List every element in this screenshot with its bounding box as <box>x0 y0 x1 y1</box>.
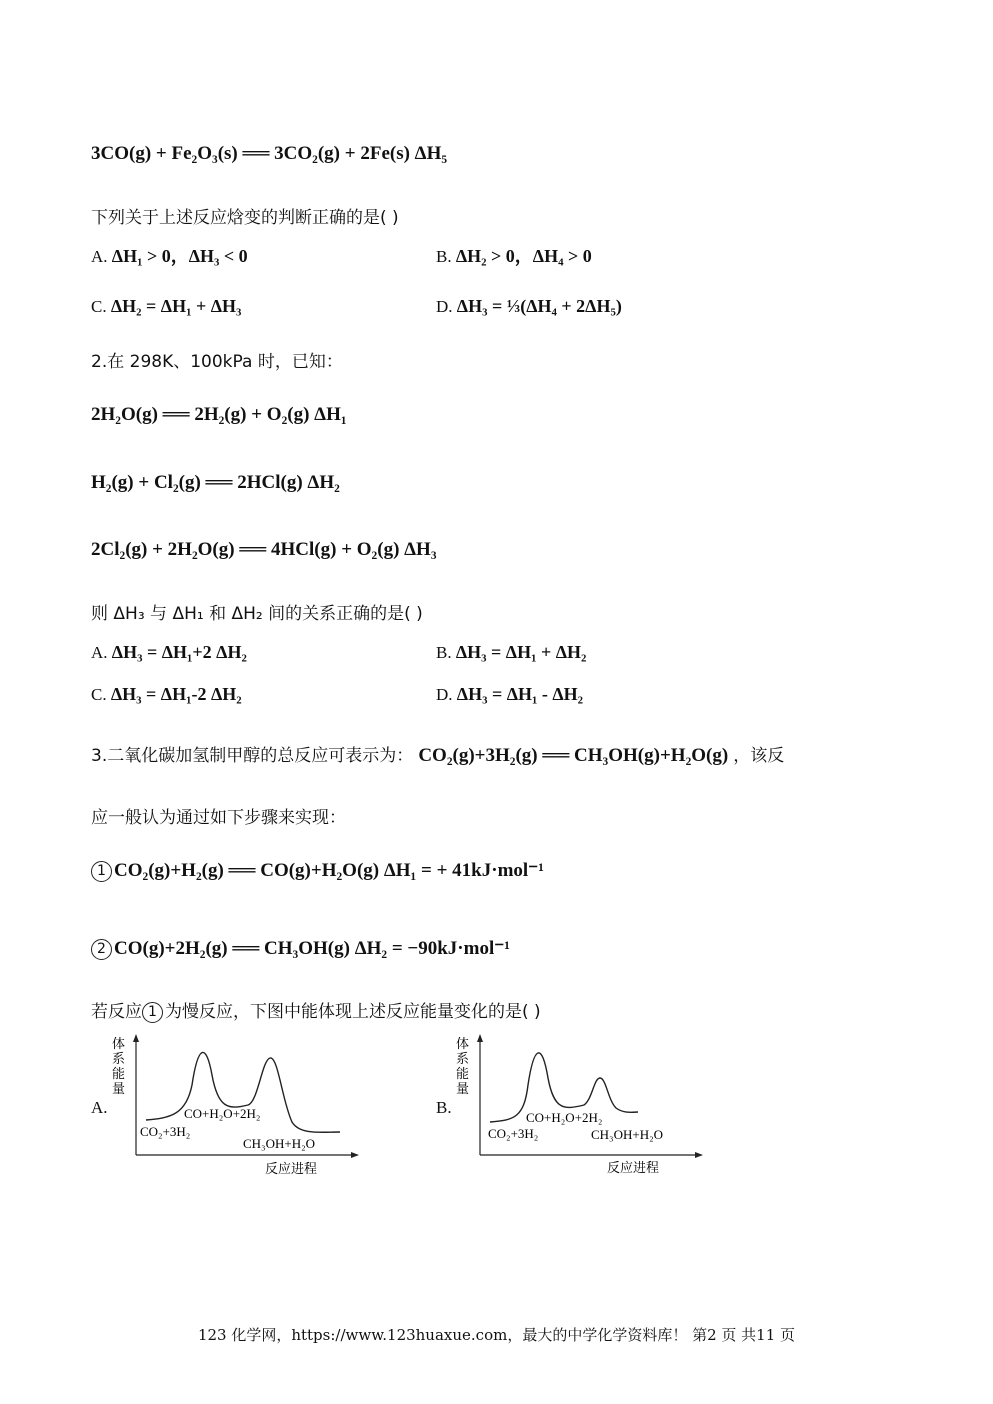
option-letter: C. <box>91 685 107 704</box>
y-axis-label-char: 体 <box>456 1037 470 1052</box>
x-axis-label: 反应进程 <box>265 1162 318 1177</box>
option-letter: D. <box>436 685 453 704</box>
reactants-label: CO₂+3H₂ <box>140 1124 191 1139</box>
q2-option-d <box>436 684 583 705</box>
question-2-question: 则 ΔH₃ 与 ΔH₁ 和 ΔH₂ 间的关系正确的是( ) <box>91 604 423 624</box>
question-prefix: 若反应 <box>91 1002 142 1022</box>
stem-suffix: ，该反 <box>733 746 785 766</box>
equation-q2-3: 2Cl₂(g) + 2H₂O(g) ══ 4HCl(g) + O₂(g) ΔH₃ <box>91 539 437 560</box>
y-axis-arrow <box>133 1034 139 1042</box>
y-axis-label-char: 能 <box>112 1067 126 1082</box>
y-axis-label-char: 量 <box>112 1082 126 1097</box>
q1-option-a <box>91 242 248 268</box>
reactants-label: CO₂+3H₂ <box>488 1126 539 1141</box>
y-axis-label-char: 体 <box>112 1037 126 1052</box>
option-letter: B. <box>436 247 452 266</box>
option-expr: ΔH₃ = ΔH₁+2 ΔH₂ <box>111 642 247 662</box>
y-axis-label-char: 系 <box>456 1052 470 1067</box>
option-letter: A. <box>91 247 108 266</box>
energy-diagram-a <box>100 1030 360 1180</box>
stem-equation: CO₂(g)+3H₂(g) ══ CH₃OH(g)+H₂O(g) <box>418 745 729 766</box>
equation-5: 3CO(g) + Fe₂O₃(s) ══ 3CO₂(g) + 2Fe(s) ΔH₅ <box>91 143 448 164</box>
option-letter: A. <box>91 643 108 662</box>
figure-a-letter: A. <box>91 1098 108 1117</box>
reaction-number-circle: 1 <box>142 1002 163 1023</box>
x-axis-label: 反应进程 <box>607 1161 660 1176</box>
option-expr: ΔH₃ = ⅓(ΔH₄ + 2ΔH₅) <box>456 296 622 316</box>
q1-option-c <box>91 296 241 317</box>
step-number-circle: 1 <box>91 861 112 882</box>
y-axis-label <box>456 1036 469 1097</box>
question-3-stem <box>91 741 784 767</box>
q2-option-b <box>436 642 586 663</box>
option-letter: D. <box>436 297 453 316</box>
equation-q2-1: 2H₂O(g) ══ 2H₂(g) + O₂(g) ΔH₁ <box>91 404 347 425</box>
page-footer: 123 化学网，https://www.123huaxue.com，最大的中学化学资料库！ 第2 页 共11 页 <box>197 1326 796 1344</box>
option-letter: C. <box>91 297 107 316</box>
stem-prefix: 3.二氧化碳加氢制甲醇的总反应可表示为： <box>91 746 414 766</box>
option-expr: ΔH₂ > 0，ΔH₄ > 0 <box>455 246 592 266</box>
question-3-stem-line2: 应一般认为通过如下步骤来实现： <box>91 808 346 828</box>
x-axis-arrow <box>695 1152 703 1158</box>
products-label: CH₃OH+H₂O <box>591 1127 664 1142</box>
option-expr: ΔH₂ = ΔH₁ + ΔH₃ <box>110 296 242 316</box>
question-suffix: 为慢反应，下图中能体现上述反应能量变化的是( ) <box>165 1002 541 1022</box>
y-axis-label-char: 量 <box>456 1082 470 1097</box>
y-axis-label-char: 系 <box>112 1052 126 1067</box>
q2-option-a <box>91 642 247 663</box>
step-1-text: CO₂(g)+H₂(g) ══ CO(g)+H₂O(g) ΔH₁ = + 41kJ·mol⁻¹ <box>114 860 544 881</box>
q1-option-b <box>436 242 592 268</box>
x-axis-arrow <box>351 1152 359 1158</box>
option-expr: ΔH₃ = ΔH₁ + ΔH₂ <box>455 642 587 662</box>
y-axis-arrow <box>477 1034 483 1042</box>
equation-q2-2: H₂(g) + Cl₂(g) ══ 2HCl(g) ΔH₂ <box>91 472 340 493</box>
option-expr: ΔH₃ = ΔH₁-2 ΔH₂ <box>110 684 242 704</box>
intermediate-label: CO+H₂O+2H₂ <box>184 1106 261 1121</box>
y-axis-label-char: 能 <box>456 1067 470 1082</box>
step-2-equation <box>91 937 510 960</box>
figure-b-letter: B. <box>436 1098 452 1117</box>
step-2-text: CO(g)+2H₂(g) ══ CH₃OH(g) ΔH₂ = −90kJ·mol⁻¹ <box>114 938 510 959</box>
q1-option-d <box>436 296 622 317</box>
question-1-stem: 下列关于上述反应焓变的判断正确的是( ) <box>91 208 399 228</box>
option-expr: ΔH₃ = ΔH₁ - ΔH₂ <box>456 684 584 704</box>
step-1-equation <box>91 859 544 882</box>
question-3-question <box>91 997 541 1023</box>
q2-option-c <box>91 684 242 705</box>
option-letter: B. <box>436 643 452 662</box>
y-axis-label <box>112 1036 125 1097</box>
option-expr: ΔH₁ > 0，ΔH₃ < 0 <box>111 246 248 266</box>
intermediate-label: CO+H₂O+2H₂ <box>526 1110 603 1125</box>
question-2-stem: 2.在 298K、100kPa 时，已知： <box>91 352 343 372</box>
step-number-circle: 2 <box>91 939 112 960</box>
products-label: CH₃OH+H₂O <box>243 1136 316 1151</box>
energy-diagram-b <box>444 1030 704 1180</box>
